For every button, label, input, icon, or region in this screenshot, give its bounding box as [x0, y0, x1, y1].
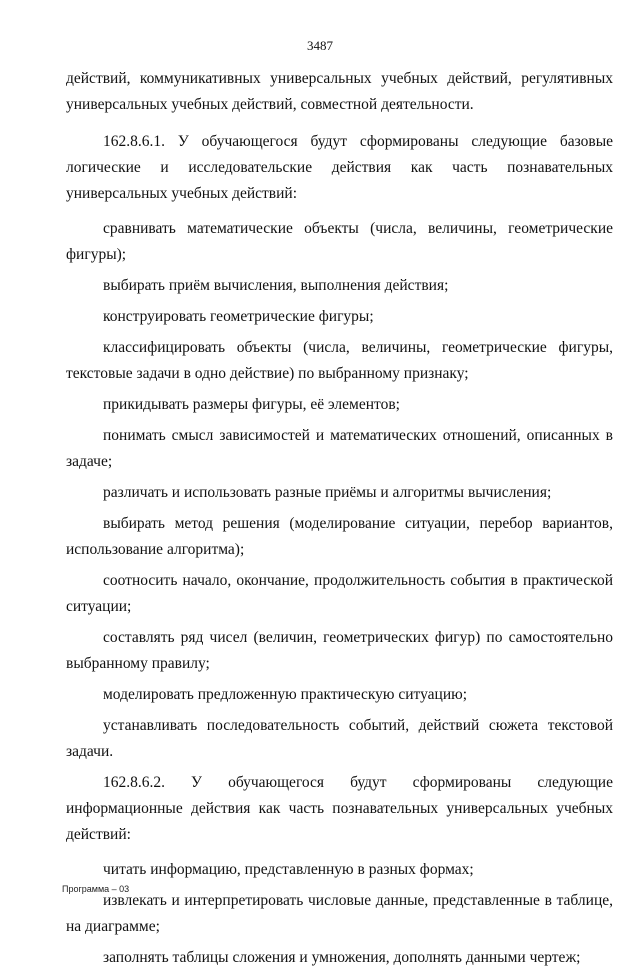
list-item: различать и использовать разные приёмы и алгоритмы вычисления; [103, 484, 552, 501]
list-item: выбирать приём вычисления, выполнения действия; [103, 277, 449, 294]
clause-162-8-6-2: 162.8.6.2. У обучающегося будут сформированы следующие информационные действия как часть познавательных универсальных учебных действий: [66, 774, 613, 843]
list-item: читать информацию, представленную в разных формах; [103, 861, 474, 878]
list-item: соотносить начало, окончание, продолжительность события в практической ситуации; [66, 572, 613, 615]
list-item: сравнивать математические объекты (числа, величины, геометрические фигуры); [66, 220, 613, 263]
clause-162-8-6-1: 162.8.6.1. У обучающегося будут сформированы следующие базовые логические и исследовательские действия как часть познавательных универсальных учебных действий: [66, 133, 613, 202]
list-item: составлять ряд чисел (величин, геометрических фигур) по самостоятельно выбранному правилу; [66, 629, 613, 672]
list-item: моделировать предложенную практическую ситуацию; [103, 686, 468, 703]
list-item: понимать смысл зависимостей и математических отношений, описанных в задаче; [66, 427, 613, 470]
list-item: устанавливать последовательность событий, действий сюжета текстовой задачи. [66, 717, 613, 760]
page-footer: Программа – 03 [62, 884, 130, 894]
opening-paragraph: действий, коммуникативных универсальных учебных действий, регулятивных универсальных учебных действий, совместной деятельности. [66, 70, 613, 113]
list-item: конструировать геометрические фигуры; [103, 308, 374, 325]
list-item: извлекать и интерпретировать числовые данные, представленные в таблице, на диаграмме; [66, 892, 613, 935]
list-item: выбирать метод решения (моделирование ситуации, перебор вариантов, использование алгоритма); [66, 515, 613, 558]
list-item: заполнять таблицы сложения и умножения, дополнять данными чертеж; [103, 949, 581, 966]
document-body [66, 66, 613, 976]
page-number: 3487 [307, 38, 333, 53]
list-item: прикидывать размеры фигуры, её элементов; [103, 396, 400, 413]
list-item: классифицировать объекты (числа, величины, геометрические фигуры, текстовые задачи в одно действие) по выбранному признаку; [66, 339, 613, 382]
